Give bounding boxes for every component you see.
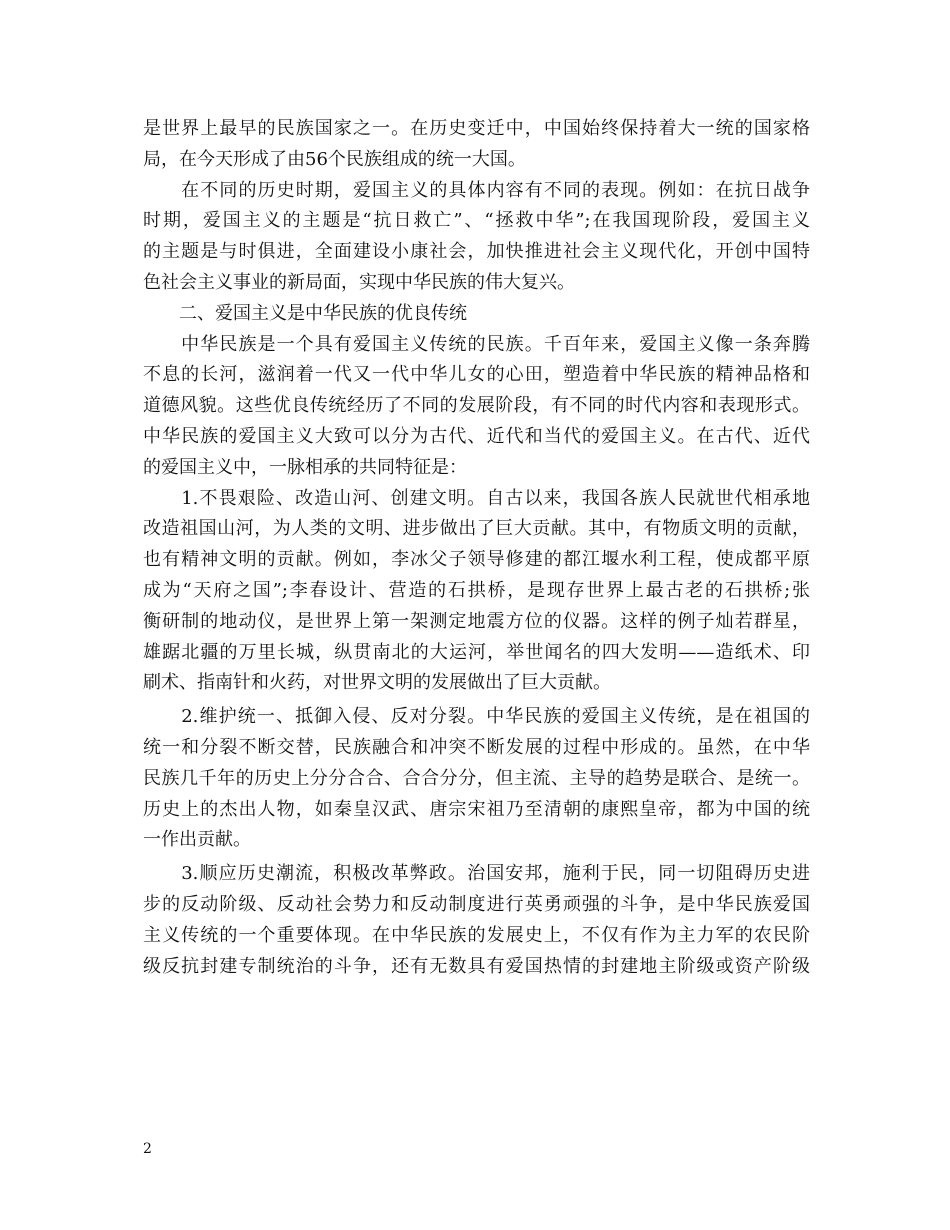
text-line: 3.顺应历史潮流，积极改革弊政。治国安邦，施利于民，同一切阻碍历史进: [143, 863, 810, 885]
text-line: 道德风貌。这些优良传统经历了不同的发展阶段，有不同的时代内容和表现形式。: [143, 395, 810, 417]
text-line: 主义传统的一个重要体现。在中华民族的发展史上，不仅有作为主力军的农民阶: [143, 924, 810, 946]
text-line: 刷术、指南针和火药，对世界文明的发展做出了巨大贡献。: [143, 672, 611, 694]
text-line: 衡研制的地动仪，是世界上第一架测定地震方位的仪器。这样的例子灿若群星，: [143, 610, 810, 632]
text-line: 民族几千年的历史上分分合合、合合分分，但主流、主导的趋势是联合、是统一。: [143, 767, 810, 789]
text-line: 中华民族是一个具有爱国主义传统的民族。千百年来，爱国主义像一条奔腾: [143, 333, 810, 355]
text-line: 改造祖国山河，为人类的文明、进步做出了巨大贡献。其中，有物质文明的贡献，: [143, 518, 810, 540]
text-line: 的主题是与时俱进，全面建设小康社会，加快推进社会主义现代化，开创中国特: [143, 241, 810, 263]
section-heading: 二、爱国主义是中华民族的优良传统: [143, 302, 467, 324]
text-line: 历史上的杰出人物，如秦皇汉武、唐宗宋祖乃至清朝的康熙皇帝，都为中国的统: [143, 798, 810, 820]
text-line: 雄踞北疆的万里长城，纵贯南北的大运河，举世闻名的四大发明——造纸术、印: [143, 641, 810, 663]
page-number: 2: [143, 1141, 152, 1157]
document-body: [143, 114, 810, 982]
text-line: 中华民族的爱国主义大致可以分为古代、近代和当代的爱国主义。在古代、近代: [143, 425, 810, 447]
text-line: 也有精神文明的贡献。例如，李冰父子领导修建的都江堰水利工程，使成都平原: [143, 549, 810, 571]
text-line: 时期，爱国主义的主题是“抗日救亡”、“拯救中华”;在我国现阶段，爱国主义: [143, 210, 810, 232]
text-line: 一作出贡献。: [143, 829, 251, 851]
text-line: 步的反动阶级、反动社会势力和反动制度进行英勇顽强的斗争，是中华民族爱国: [143, 893, 810, 915]
text-line: 色社会主义事业的新局面，实现中华民族的伟大复兴。: [143, 271, 575, 293]
text-line: 不息的长河，滋润着一代又一代中华儿女的心田，塑造着中华民族的精神品格和: [143, 364, 810, 386]
text-line: 是世界上最早的民族国家之一。在历史变迁中，中国始终保持着大一统的国家格: [143, 118, 810, 139]
text-line: 1.不畏艰险、改造山河、创建文明。自古以来，我国各族人民就世代相承地: [143, 487, 810, 509]
text-line: 2.维护统一、抵御入侵、反对分裂。中华民族的爱国主义传统，是在祖国的: [143, 706, 810, 728]
text-line: 局，在今天形成了由56个民族组成的统一大国。: [143, 148, 526, 170]
text-line: 成为“天府之国”;李春设计、营造的石拱桥，是现存世界上最古老的石拱桥;张: [143, 579, 810, 601]
text-line: 统一和分裂不断交替，民族融合和冲突不断发展的过程中形成的。虽然，在中华: [143, 736, 810, 758]
text-line: 级反抗封建专制统治的斗争，还有无数具有爱国热情的封建地主阶级或资产阶级: [143, 955, 810, 977]
text-line: 在不同的历史时期，爱国主义的具体内容有不同的表现。例如：在抗日战争: [143, 179, 810, 201]
text-line: 的爱国主义中，一脉相承的共同特征是：: [143, 456, 467, 478]
